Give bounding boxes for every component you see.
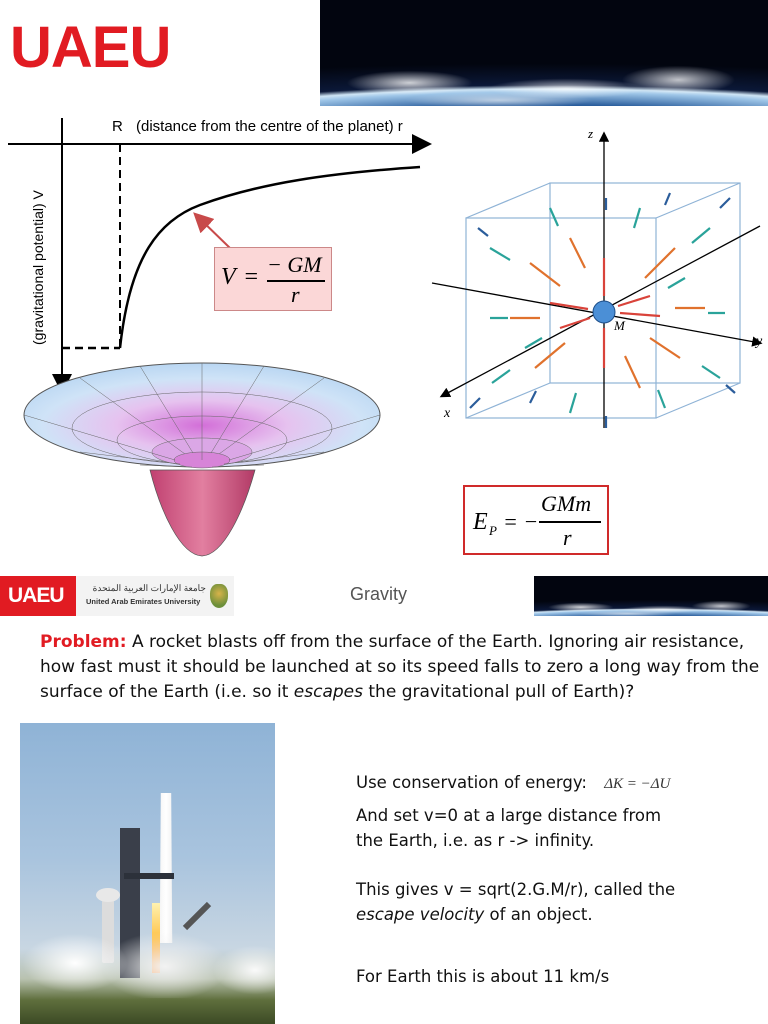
- rocket-launch-photo: [20, 723, 275, 1024]
- ep-lhs: E: [473, 509, 488, 535]
- header-earth-image: [534, 576, 768, 616]
- earth-image: [320, 0, 768, 106]
- ep-denominator: r: [563, 525, 572, 550]
- formula-numerator: − GM: [267, 252, 322, 277]
- badge-logo-text: UAEU: [8, 584, 64, 607]
- ep-subscript: P: [489, 523, 497, 538]
- note-energy-text: Use conservation of energy:: [356, 773, 587, 792]
- ep-equals: = −: [503, 509, 539, 534]
- note-result-emphasis: escape velocity: [356, 905, 485, 924]
- potential-well-surface: [20, 360, 385, 560]
- note-boundary: And set v=0 at a large distance from the Earth, i.e. as r -> infinity.: [356, 806, 662, 850]
- ep-formula-box: [463, 485, 609, 555]
- uni-emblem-icon: [210, 584, 228, 608]
- note-result: [356, 877, 686, 927]
- uaeu-badge: [0, 576, 76, 616]
- note-result-text-b: of an object.: [484, 905, 593, 924]
- problem-emphasis: escapes: [293, 682, 363, 702]
- z-axis-label: z: [588, 126, 594, 141]
- y-axis-label: y: [756, 334, 763, 349]
- note-result-text-a: This gives v = sqrt(2.G.M/r), called the: [356, 880, 676, 899]
- formula-pointer: [196, 215, 232, 250]
- uni-name-english: United Arab Emirates University: [86, 597, 201, 606]
- uni-name-arabic: جامعة الإمارات العربية المتحدة: [92, 583, 206, 593]
- gravity-field-diagram: [430, 128, 768, 438]
- slide-header: [0, 576, 768, 616]
- note-earth: For Earth this is about 11 km/s: [356, 967, 610, 986]
- r-label: R: [112, 118, 123, 135]
- ep-numerator: GMm: [541, 491, 592, 516]
- slide-title: Gravity: [350, 584, 408, 604]
- note-energy: [356, 770, 746, 797]
- formula-lhs: V: [221, 264, 236, 290]
- potential-formula-box: [214, 247, 332, 311]
- solution-notes: [356, 770, 746, 989]
- v-axis-label: (gravitational potential) V: [30, 190, 46, 345]
- problem-statement: [40, 630, 760, 705]
- problem-text-1: A rocket blasts off from the surface of the Earth. Ignoring air resistance, how fast must it should be launched at so its speed falls to zero a long way from the surface of the Earth (i.e. so it: [40, 632, 760, 702]
- formula-denominator: r: [291, 282, 300, 307]
- mass-label: M: [614, 318, 625, 333]
- x-axis-label: x: [444, 406, 451, 421]
- uni-name-block: [76, 576, 234, 616]
- uaeu-logo: UAEU: [10, 15, 171, 80]
- problem-keyword: Problem:: [40, 632, 127, 652]
- problem-text-2: the gravitational pull of Earth)?: [362, 682, 635, 702]
- energy-formula: ΔK = −ΔU: [604, 776, 671, 792]
- r-axis-label: (distance from the centre of the planet) r: [136, 118, 403, 135]
- equals-sign: =: [243, 264, 260, 290]
